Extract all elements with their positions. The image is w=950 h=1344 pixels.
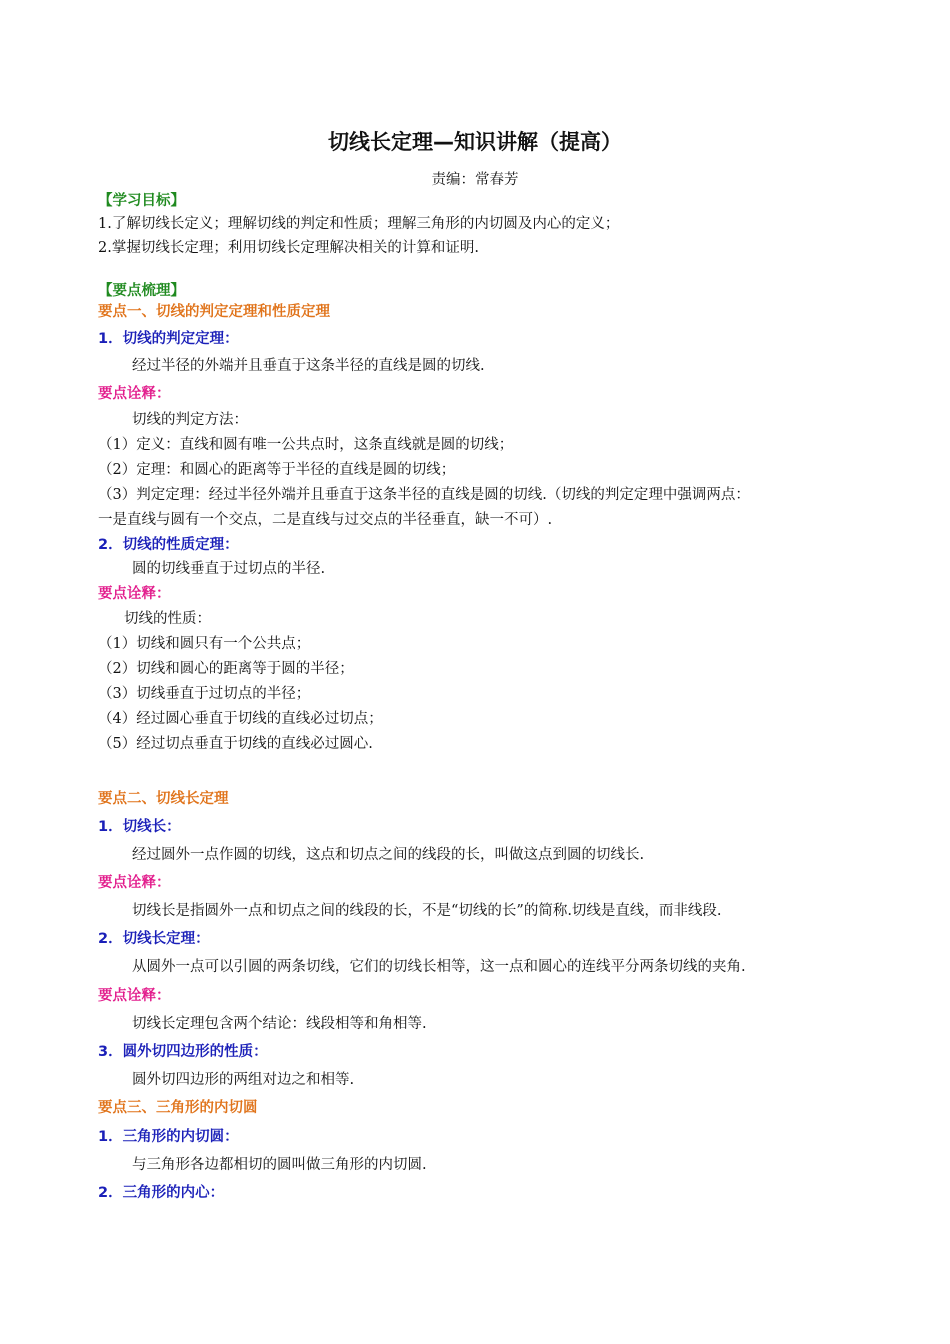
note-item: （1）定义：直线和圆有唯一公共点时，这条直线就是圆的切线； [98,437,514,453]
note-item: （4）经过圆心垂直于切线的直线必过切点； [98,711,383,727]
point2-sub3-text: 圆外切四边形的两组对边之和相等. [132,1072,355,1088]
point3-sub1-title: 1．三角形的内切圆： [98,1129,239,1145]
page-title: 切线长定理—知识讲解（提高） [328,130,622,154]
point2-heading: 要点二、切线长定理 [98,791,229,807]
point1-note1-intro: 切线的判定方法： [132,412,248,428]
goals-heading: 【学习目标】 [98,193,185,209]
point3-heading: 要点三、三角形的内切圆 [98,1100,258,1116]
point1-note1-label: 要点诠释： [98,386,171,402]
point2-note2-text: 切线长定理包含两个结论：线段相等和角相等. [132,1016,427,1032]
note-item: （5）经过切点垂直于切线的直线必过圆心. [98,736,373,752]
point1-note2-label: 要点诠释： [98,586,171,602]
point2-sub2-text: 从圆外一点可以引圆的两条切线，它们的切线长相等，这一点和圆心的连线平分两条切线的夹角. [132,959,746,975]
goal-item: 1.了解切线长定义；理解切线的判定和性质；理解三角形的内切圆及内心的定义； [98,216,620,232]
note-item: （3）判定定理：经过半径外端并且垂直于这条半径的直线是圆的切线.（切线的判定定理中强调两点： [98,487,750,503]
point1-heading: 要点一、切线的判定定理和性质定理 [98,304,330,320]
point2-note1-label: 要点诠释： [98,875,171,891]
goal-item: 2.掌握切线长定理；利用切线长定理解决相关的计算和证明. [98,240,479,256]
point2-sub1-title: 1．切线长： [98,819,181,835]
point2-sub3-title: 3．圆外切四边形的性质： [98,1044,268,1060]
note-item: （2）切线和圆心的距离等于圆的半径； [98,661,354,677]
point2-note2-label: 要点诠释： [98,988,171,1004]
point2-note1-text: 切线长是指圆外一点和切点之间的线段的长，不是“切线的长”的简称.切线是直线，而非线段. [132,903,722,919]
point1-sub2-title: 2．切线的性质定理： [98,537,239,553]
point2-sub1-text: 经过圆外一点作圆的切线，这点和切点之间的线段的长，叫做这点到圆的切线长. [132,847,645,863]
point3-sub1-text: 与三角形各边都相切的圆叫做三角形的内切圆. [132,1157,427,1173]
note-item: （3）切线垂直于过切点的半径； [98,686,311,702]
note-item: （2）定理：和圆心的距离等于半径的直线是圆的切线； [98,462,456,478]
point1-sub1-text: 经过半径的外端并且垂直于这条半径的直线是圆的切线. [132,358,485,374]
note-item: 一是直线与圆有一个交点，二是直线与过交点的半径垂直，缺一不可）. [98,512,553,528]
summary-heading: 【要点梳理】 [98,283,185,299]
point2-sub2-title: 2．切线长定理： [98,931,210,947]
point1-sub1-title: 1．切线的判定定理： [98,331,239,347]
point1-sub2-text: 圆的切线垂直于过切点的半径. [132,561,326,577]
point1-note2-intro: 切线的性质： [124,611,211,627]
point3-sub2-title: 2．三角形的内心： [98,1185,225,1201]
note-item: （1）切线和圆只有一个公共点； [98,636,311,652]
author-line: 责编：常春芳 [431,172,519,188]
